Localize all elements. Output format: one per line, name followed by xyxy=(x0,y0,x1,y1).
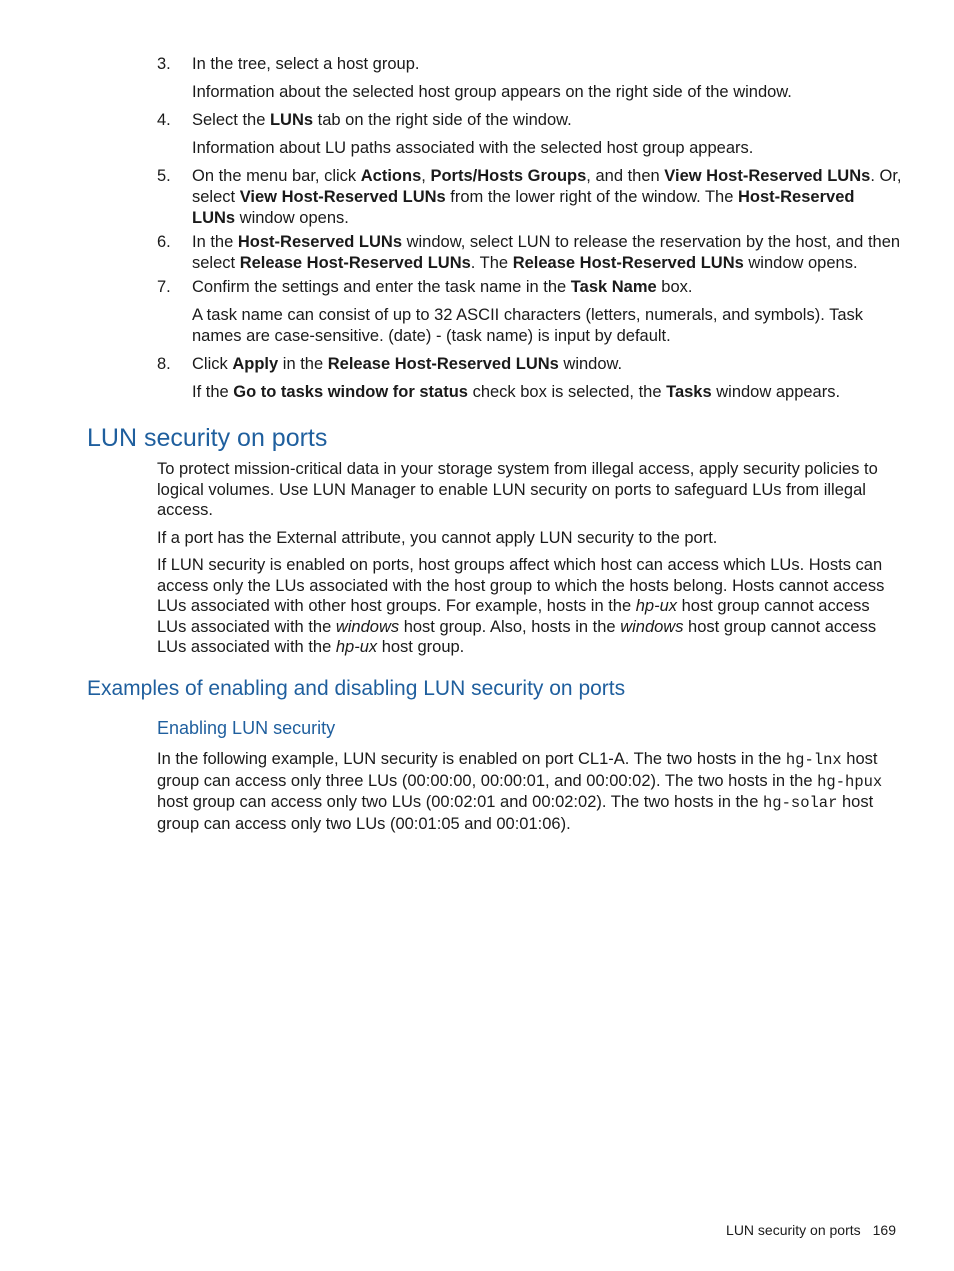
step-note: If the Go to tasks window for status check box is selected, the Tasks window appears. xyxy=(192,383,841,401)
paragraph: If LUN security is enabled on ports, host groups affect which host can access which LUs. Hosts can access only the LUs associated with the host group to which the hosts belong. Hosts cannot access LUs associated with other host groups. For example, hosts in the hp-ux host group cannot access LUs associated with the windows host group. Also, hosts in the windows host group cannot access LUs associated with the hp-ux host group. xyxy=(157,556,885,656)
paragraph: If a port has the External attribute, you cannot apply LUN security to the port. xyxy=(157,528,718,547)
subsection-heading: Examples of enabling and disabling LUN security on ports xyxy=(87,677,626,700)
step-text: In the Host-Reserved LUNs window, select LUN to release the reservation by the host, and then select Release Host-Reserved LUNs. The Release Host-Reserved LUNs window opens. xyxy=(192,233,901,272)
subsubsection-body xyxy=(157,749,899,841)
step-note: Information about the selected host group appears on the right side of the window. xyxy=(192,83,792,101)
step-text: Confirm the settings and enter the task name in the Task Name box. xyxy=(192,278,693,296)
page-number: 169 xyxy=(872,1222,896,1238)
step-4 xyxy=(157,110,902,159)
step-note: A task name can consist of up to 32 ASCII characters (letters, numerals, and symbols). Task names are case-sensitive. (date) - (task name) is input by default. xyxy=(192,306,863,345)
step-number: 6. xyxy=(157,233,171,251)
step-3 xyxy=(157,54,902,103)
paragraph: To protect mission-critical data in your storage system from illegal access, apply security policies to logical volumes. Use LUN Manager to enable LUN security on ports to safeguard LUs from illegal access. xyxy=(157,460,878,519)
step-text: In the tree, select a host group. xyxy=(192,55,420,73)
section-body xyxy=(157,459,899,665)
step-5 xyxy=(157,166,902,229)
step-number: 4. xyxy=(157,111,171,129)
procedure-steps xyxy=(157,54,902,403)
step-number: 3. xyxy=(157,55,171,73)
step-number: 7. xyxy=(157,278,171,296)
step-7 xyxy=(157,277,902,347)
step-8 xyxy=(157,354,902,403)
step-text: Click Apply in the Release Host-Reserved LUNs window. xyxy=(192,355,623,373)
step-note: Information about LU paths associated with the selected host group appears. xyxy=(192,139,754,157)
section-heading: LUN security on ports xyxy=(87,424,328,452)
page-footer xyxy=(726,1222,896,1238)
footer-section-label: LUN security on ports xyxy=(726,1222,861,1238)
step-6 xyxy=(157,232,902,274)
step-text: On the menu bar, click Actions, Ports/Hosts Groups, and then View Host-Reserved LUNs. Or, select View Host-Reserved LUNs from the lower right of the window. The Host-Reserved LUNs window opens. xyxy=(192,167,902,227)
step-number: 8. xyxy=(157,355,171,373)
step-number: 5. xyxy=(157,167,171,185)
subsubsection-heading: Enabling LUN security xyxy=(157,718,336,738)
step-text: Select the LUNs tab on the right side of the window. xyxy=(192,111,572,129)
paragraph: In the following example, LUN security is enabled on port CL1-A. The two hosts in the hg-lnx host group can access only three LUs (00:00:00, 00:00:01, and 00:00:02). The two hosts in the hg-hpux host group can access only two LUs (00:02:01 and 00:02:02). The two hosts in the hg-solar host group can access only two LUs (00:01:05 and 00:01:06). xyxy=(157,750,883,833)
